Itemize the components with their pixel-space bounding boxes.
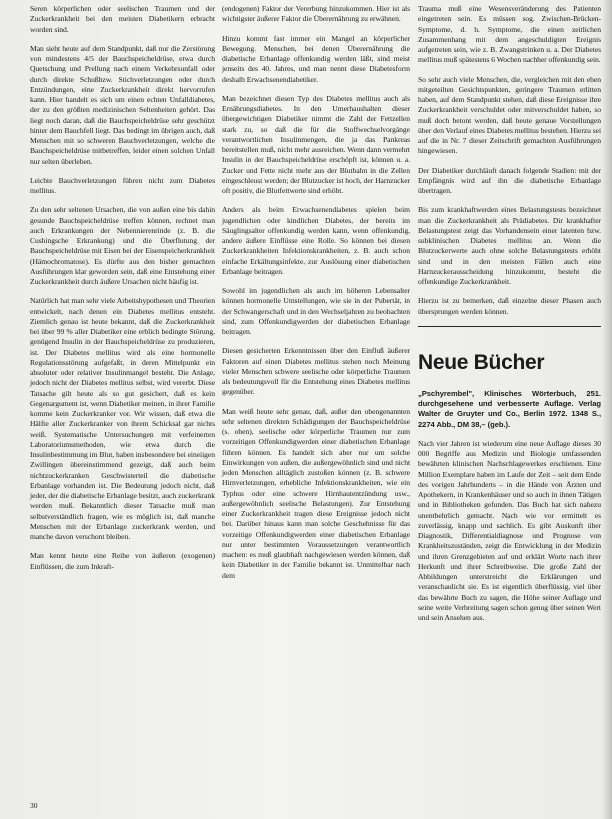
paragraph: Seren körperlichen oder seelischen Traumen und der Zuckerkrankheit bei den meisten Diabetikern erbracht worden sind.: [30, 4, 215, 34]
page-number: 30: [30, 801, 38, 810]
paragraph: Hierzu ist zu bemerken, daß einzelne dieser Phasen auch übersprungen werden können.: [418, 296, 601, 316]
section-heading: Neue Bücher: [418, 350, 545, 374]
book-review-paragraph: Nach vier Jahren ist wiederum eine neue Auflage dieses 30 000 Begriffe aus Medizin und Biologie umfassenden bewährten klinischen Nachschlagewerkes erschienen. Eine Million Exemplare haben im Laufe der Zeit – seit dem Ende des vorigen Jahrhunderts – in die Hände von Ärzten und Apothekern, in Krankenhäuser und so auch in ihnen Tätigen und in Bibliotheken gefunden. Das Buch hat sich nahezu unentbehrlich gemacht. Nach wie vor ermittelt es zuverlässig, knapp und sachlich. Es gibt Auskunft über Diagnostik, Differentialdiagnose und Prognose von Krankheitszuständen, zeigt die Entwicklung in der Medizin und ihren Grenzgebieten auf und erklärt Worte nach ihrer Herkunft und ihrer Schreibweise. Die große Zahl der Abbildungen unterstreicht die Erklärungen und veranschaulicht sie. Es ist eigentlich überflüssig, viel über das bewährte Buch zu sagen, die Höhe seiner Auflage und seine weite Verbreitung sagen schon genug über seinen Wert und sein Ansehen aus.: [418, 438, 601, 622]
paragraph: Man bezeichnet diesen Typ des Diabetes mellitus auch als Ernährungsdiabetes. In den Umerhaushalten dieser übergewichtigen Diabetiker nimmt die Zahl der Fettzellen stark zu, so daß die für die Stoffwechselvorgänge verantwortlichen Insulinmengen, die ja das Pankreas bereitstellen muß, nicht mehr ausreichen. Wenn dann vermehrt Insulin in der Bauchspeicheldrüse erschöpft ist, können u. a. Zucker und Fette nicht mehr aus der Blutbahn in die Zellen eingeschleust werden; der Blutzucker ist hoch, der Harnzucker oft positiv, die Blutfettwerte sind erhöht.: [222, 93, 410, 195]
paragraph: Man kennt heute eine Reihe von äußeren (exogenen) Einflüssen, die zum Inkraft-: [30, 551, 215, 571]
paragraph: Bis zum krankhaftwerden eines Belastungstests bezeichnet man die Zuckerkrankheit als Prädiabetes. Dir krankhafter Belastungstest zeigt das Vorhandensein einer latenten bzw. subklinischen Diabetes mellitus an. Wenn die Blutzuckerwerte auch ohne solche Belastungstests erhöht sind und in den meisten Fällen auch eine Harnzuckerausscheidung hinzukommt, besteht die offenkundige Zuckerkrankheit.: [418, 205, 601, 286]
paragraph: (endogenen) Faktor der Vererbung hinzukommen. Hier ist als wichtigster äußerer Faktor die Überernährung zu erwähnen.: [222, 4, 410, 24]
section-divider: [418, 326, 601, 327]
paragraph: Hinzu kommt fast immer ein Mangel an körperlicher Bewegung. Menschen, bei denen Überernährung die diabetische Erbanlage offenkundig werden läßt, sind meist jenseits des 40. Jahres, und man nennt diese Diabetesform deshalb Erwachsenendiabetiker.: [222, 33, 410, 84]
paragraph: Trauma muß eine Wesensveränderung des Patienten eingetreten sein. Es müssen sog. Zwischen-Brücken-Symptome, d. h. Symptome, die einen zeitlichen Zusammenhang mit dem angeschuldigten Ereignis aufgetreten sein, wie z. B. Zwangstrinken u. a. Der Diabetes mellitus muß spätestens 6 Wochen nachher offenkundig sein.: [418, 4, 601, 65]
column-2: [222, 4, 410, 590]
column-3: [418, 4, 601, 623]
paragraph: Zu den sehr seltenen Ursachen, die von außen eine bis dahin gesunde Bauchspeicheldrüse treffen können, rechnet man auch Erkrankungen der Nebennierenrinde (z. B. die Cushingsche Erkrankung) und die Überflutung der Bauchspeicheldrüse mit Eisen bei der Eisenspeicherkrankheit (Hämochromatose). Es dürfte aus den bisher gemachten Ausführungen klar geworden sein, daß eine Entstehung einer Zuckerkrankheit durch äußere Ursachen nicht häufig ist.: [30, 205, 215, 286]
paragraph: So sehr auch viele Menschen, die, vergleichen mit den eben mitgeteilten Gesichtspunkten, geringere Traumen erlitten haben, auf dem Standpunkt stehen, daß diese Ereignisse ihre Zuckerkrankheit verschuldet oder mitverschuldet haben, so muß doch betont werden, daß heute genaue Vorstellungen über den Verlauf eines Diabetes mellitus bestehen. Hierzu sei auf die in Nr. 7 dieser Zeitschrift gemachten Ausführungen hingewiesen.: [418, 74, 602, 156]
book-citation: „Pschyrembel", Klinisches Wörterbuch, 251. durchgesehene und verbesserte Auflage. Verlag Walter de Gruyter und Co., Berlin 1972. 1348 S., 2274 Abb., DM 38,– (geb.).: [418, 388, 601, 429]
page-edge-shadow: [602, 0, 612, 819]
paragraph: Leichte Bauchverletzungen führen nicht zum Diabetes mellitus.: [30, 175, 215, 195]
paragraph: Natürlich hat man sehr viele Arbeitshypothesen und Theorien entwickelt, nach denen ein Diabetes mellitus entsteht. Ziemlich genau ist heute bekannt, daß die Zuckerkrankheit bei über 99 % aller Diabetiker eine erblich bedingte Störung, genügend Insulin in der Bauchspeicheldrüse zu produzieren, ist. Der Diabetes mellitus wird als eine hormonelle Regulationsstörung aufgefaßt, in deren Mittelpunkt ein absoluter oder relativer Insulinmangel besteht. Die Anlage, jedoch nicht der Diabetes mellitus selbst, wird vererbt. Diese Tatsache gilt heute als so gut gesichert, daß es kein Gegenargument ist, wenn Diabetiker meinen, in ihrer Familie komme kein Zuckerkranker vor. Wir wissen, daß etwa die Hälfte aller Zuckerkranker von ihrem Schicksal gar nichts weiß. Systematische Untersuchungen mit verfeinerten Laboratoriumsmethoden, wie etwa durch die Insulinbestimmung im Blut, haben insbesondere bei eineiigen Zwillingen übereinstimmend gezeigt, daß auch beim nichtzuckerkranken Geschwisterteil die diabetische Erbanlage vorhanden ist. Die Bedeutung jedoch nicht, daß jeder, der die diabetische Erbanlage besitzt, auch zuckerkrank werden muß. Bekanntlich dieser Tatsache muß man selbstverständlich fragen, wie es möglich ist, daß manche Menschen mit der Erbanlage zuckerkrank werden, und manche davon verschont bleiben.: [30, 296, 215, 541]
paragraph: Man sieht heute auf dem Standpunkt, daß nur die Zerstörung von mindestens 4/5 der Bauchspeicheldrüse, etwa durch Quetschung und Prellung nach einem Verkehrsunfall oder durch direkte Schußbzw. Stichverletzungen oder durch Entzündungen, eine Zuckerkrankheit direkt hervorrufen kann. Hier handelt es sich um einen echten Unfalldiabetes, der zu den größten medizinischen Seltenheiten gehört. Das liegt noch daran, daß die Bauchspeicheldrüse sehr geschützt hinter dem Bauchfell liegt. Das bedingt im übrigen auch, daß Menschen mit so schweren Bauchverletzungen, welche die Bauchspeicheldrüse mitbetreffen, leider einen solchen Unfall nur selten überleben.: [30, 43, 215, 166]
column-1: [30, 4, 215, 581]
paragraph: Man weiß heute sehr genau, daß, außer den obengenannten sehr seltenen direkten Schädigungen der Bauchspeicheldrüse (s. oben), seelische oder körperliche Traumen nur zum vorzeitigen Offenkundigwerden einer diabetischen Erbanlage führen können. Es handelt sich aber nur um solche Einwirkungen von außen, die außergewöhnlich sind und nicht jeden Menschen alltäglich zustoßen können (z. B. schwere Hirnverletzungen, erhebliche Infektionskrankheiten, wie ein Typhus oder eine schwere Hirnhautentzündung usw., außergewöhnlich seelische Belastungen). Zur Entstehung einer Zuckerkrankheit tragen diese Ereignisse jedoch nicht bei. Darüber hinaus kann man solche Geschehnisse für das vorzeitige Offenkundigwerden einer diabetischen Erbanlage nur unter bestimmten Voraussetzungen verantwortlich machen: es muß glaubhaft nachgewiesen werden können, daß kein Diabetiker in der Familie bekannt ist. Unmittelbar nach dem: [222, 406, 410, 580]
paragraph: Anders als beim Erwachsenendiabetes spielen beim jugendlichen oder kindlichen Diabetes, der bereits im Säuglingsalter offenkundig werden kann, wenn offenkundig, andere äußere Einflüsse eine Rolle. So können bei diesen Zuckerkrankheiten Infektionskrankheiten, z. B. auch schon einfache Erkältungsinfekte, zur Auslösung einer diabetischen Erbanlage beitragen.: [222, 205, 410, 276]
paragraph: Sowohl im jugendlichen als auch im höheren Lebensalter können hormonelle Umstellungen, wie sie in der Pubertät, in der Schwangerschaft und in den Wechseljahren zu beobachten sind, zum Offenkundigwerden der diabetischen Erbanlage beitragen.: [222, 286, 410, 336]
article-continuation: [418, 4, 601, 317]
paragraph: Der Diabetiker durchläuft danach folgende Stadien: mit der Empfängnis wird auf ihn die diabetische Erbanlage übertragen.: [418, 165, 601, 195]
paragraph: Diesen gesicherten Erkenntnissen über den Einfluß äußerer Faktoren auf einen Diabetes mellitus stehen noch Meinung vieler Menschen schwere seelische oder körperliche Traumen als bedeutungsvoll für die Entstehung eines Diabetes mellitus gegenüber.: [222, 346, 410, 397]
